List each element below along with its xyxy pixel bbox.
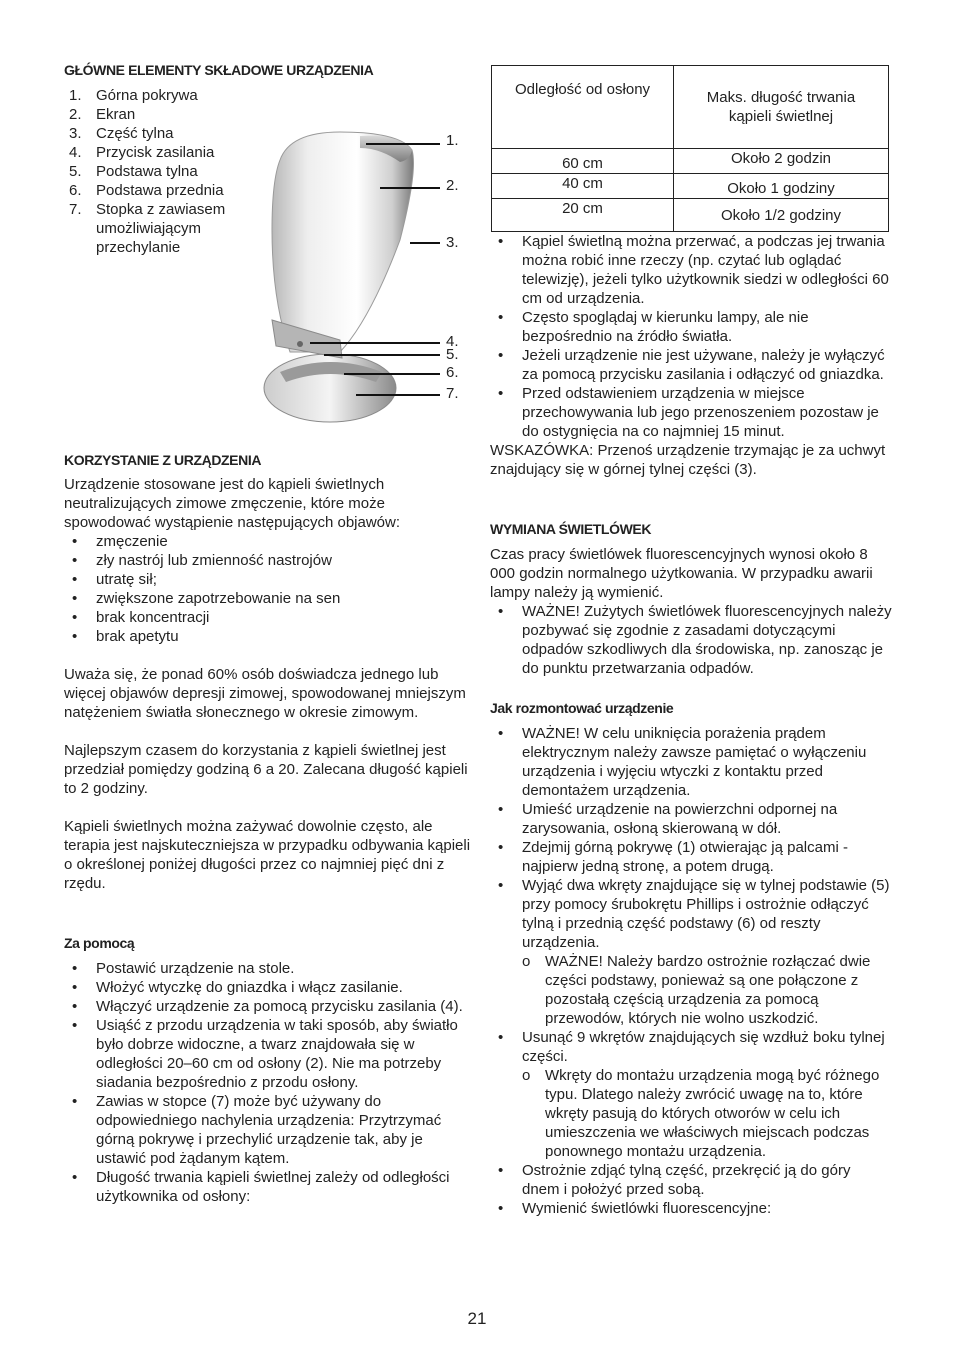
- note-item: • Kąpiel świetlną można przerwać, a podczas jej trwania można robić inne rzeczy (np. czytać lub oglądać telewizję), jeżeli tylko użytkownik siedzi w odległości 60 cm od urządzenia.: [490, 232, 892, 308]
- callout-7: 7.: [446, 385, 459, 402]
- parts-list-item: 5. Podstawa tylna: [69, 163, 198, 180]
- symptom-item: • utratę sił;: [64, 570, 474, 589]
- callout-1: 1.: [446, 132, 459, 149]
- parts-list-item: 2. Ekran: [69, 106, 136, 123]
- note-item: • Przed odstawieniem urządzenia w miejsce przechowywania lub jego przenoszeniem pozostaw je do ostygnięcia na co najmniej 15 minut.: [490, 384, 892, 441]
- disposal-notes-list: [490, 602, 892, 678]
- disassembly-step: • Usunąć 9 wkrętów znajdujących się wzdłuż boku tylnej części. o Wkręty do montażu urządzenia mogą być różnego typu. Dlatego należy zwrócić uwagę na to, które wkręty pasują do których otworów w celu ich umieszczenia we właściwych miejscach podczas ponownego montażu urządzenia.: [490, 1028, 892, 1161]
- frequency-paragraph: Kąpieli świetlnych można zażywać dowolnie często, ale terapia jest najskuteczniejsza w przypadku odbywania kąpieli o określonej poniżej długości przez co najmniej pięć dni z rzędu.: [64, 818, 471, 892]
- disassembly-step: • Umieść urządzenie na powierzchni odpornej na zarysowania, osłoną skierowaną w dół.: [490, 800, 892, 838]
- usage-step: • Postawić urządzenie na stole.: [64, 959, 474, 978]
- usage-steps-list: [64, 959, 474, 1206]
- table-cell: Około 2 godzin: [674, 149, 889, 174]
- note-item: • Jeżeli urządzenie nie jest używane, należy je wyłączyć za pomocą przycisku zasilania i odłączyć od gniazdka.: [490, 346, 892, 384]
- disassembly-step: • WAŻNE! W celu uniknięcia porażenia prądem elektrycznym należy zawsze pamiętać o wyłączeniu urządzenia i wyjęciu wtyczki z kontaktu przed demontażem urządzenia.: [490, 724, 892, 800]
- callout-3: 3.: [446, 234, 459, 251]
- table-header-distance: Odległość od osłony: [492, 66, 674, 149]
- statistics-paragraph: Uważa się, że ponad 60% osób doświadcza jednego lub więcej objawów depresji zimowej, spowodowanej mniejszym natężeniem światła słonecznego w okresie zimowym.: [64, 666, 466, 721]
- disassembly-steps-list: [490, 724, 892, 1218]
- table-header-duration: Maks. długość trwania kąpieli świetlnej: [674, 66, 889, 149]
- disassembly-step: • Wyjąć dwa wkręty znajdujące się w tylnej podstawie (5) przy pomocy śrubokrętu Phillips i ostrożnie odłączyć tylną i przednią część podstawy (6) od reszty urządzenia. o WAŻNE! Należy bardzo ostrożnie rozłączać dwie części podstawy, ponieważ są one połączone z pozostałą częścią urządzenia za pomocą przewodów, których nie wolno uszkodzić.: [490, 876, 892, 1028]
- table-cell: 60 cm: [492, 149, 674, 174]
- parts-list-item: 1. Górna pokrywa: [69, 87, 198, 104]
- table-header-row: [492, 66, 889, 149]
- callout-4: 4.: [446, 333, 459, 350]
- table-row: [492, 174, 889, 199]
- heading-usage: Za pomocą: [64, 935, 135, 951]
- disassembly-step: • Wymienić świetlówki fluorescencyjne:: [490, 1199, 892, 1218]
- sub-item: o Wkręty do montażu urządzenia mogą być różnego typu. Dlatego należy zwrócić uwagę na to, które wkręty pasują do których otworów w celu ich umieszczenia we właściwych miejscach podczas ponownego montażu urządzenia.: [522, 1066, 892, 1161]
- symptom-item: • zmęczenie: [64, 532, 474, 551]
- callout-6: 6.: [446, 364, 459, 381]
- callout-lines: [300, 130, 450, 410]
- parts-list-item: 4. Przycisk zasilania: [69, 144, 215, 161]
- sub-list: [490, 952, 892, 1028]
- symptom-item: • zwiększone zapotrzebowanie na sen: [64, 589, 474, 608]
- usage-step: • Zawias w stopce (7) może być używany do odpowiedniego nachylenia urządzenia: Przytrzymać górną pokrywę i przechylić urządzenie tak, aby je ustawić pod żądanym kątem.: [64, 1092, 474, 1168]
- parts-list-item: 7. Stopka z zawiasem umożliwiającym przechylanie: [69, 201, 226, 256]
- sub-item: o WAŻNE! Należy bardzo ostrożnie rozłączać dwie części podstawy, ponieważ są one połączone z pozostałą częścią urządzenia za pomocą przewodów, których nie wolno uszkodzić.: [522, 952, 892, 1028]
- usage-step: • Długość trwania kąpieli świetlnej zależy od odległości użytkownika od osłony:: [64, 1168, 474, 1206]
- disassembly-step: • Ostrożnie zdjąć tylną część, przekręcić ją do góry dnem i położyć przed sobą.: [490, 1161, 892, 1199]
- note-item: • WAŻNE! Zużytych świetlówek fluorescencyjnych należy pozbywać się zgodnie z zasadami dotyczącymi odpadów szkodliwych dla środowiska, np. zanosząc je do punktu przetwarzania odpadów.: [490, 602, 892, 678]
- best-time-paragraph: Najlepszym czasem do korzystania z kąpieli świetlnej jest przedział pomiędzy godziną 6 a 20. Zalecana długość kąpieli to 2 godziny.: [64, 742, 468, 797]
- duration-table: [491, 65, 889, 232]
- note-item: • Często spoglądaj w kierunku lampy, ale nie bezpośrednio na źródło światła.: [490, 308, 892, 346]
- callout-5: 5.: [446, 346, 459, 363]
- disassembly-step: • Zdejmij górną pokrywę (1) otwierając ją palcami - najpierw jedną stronę, a potem drugą.: [490, 838, 892, 876]
- usage-step: • Włożyć wtyczkę do gniazdka i włącz zasilanie.: [64, 978, 474, 997]
- table-cell: 20 cm: [492, 199, 674, 232]
- hint-paragraph: WSKAZÓWKA: Przenoś urządzenie trzymając je za uchwyt znajdujący się w górnej tylnej części (3).: [490, 442, 886, 478]
- table-row: [492, 199, 889, 232]
- heading-using-device: KORZYSTANIE Z URZĄDZENIA: [64, 452, 262, 468]
- page-number: 21: [467, 1309, 487, 1328]
- heading-lamp-replacement: WYMIANA ŚWIETLÓWEK: [490, 521, 652, 537]
- light-bath-notes-list: [490, 232, 892, 441]
- table-cell: Około 1/2 godziny: [674, 199, 889, 232]
- sub-list: [490, 1066, 892, 1161]
- table-cell: 40 cm: [492, 174, 674, 199]
- table-cell: Około 1 godziny: [674, 174, 889, 199]
- usage-step: • Włączyć urządzenie za pomocą przycisku zasilania (4).: [64, 997, 474, 1016]
- table-row: [492, 149, 889, 174]
- lamp-life-paragraph: Czas pracy świetlówek fluorescencyjnych wynosi około 8 000 godzin normalnego użytkowania. W przypadku awarii lampy należy ją wymienić.: [490, 546, 873, 601]
- callout-2: 2.: [446, 177, 459, 194]
- heading-main-parts: GŁÓWNE ELEMENTY SKŁADOWE URZĄDZENIA: [64, 62, 374, 78]
- parts-list-item: 3. Część tylna: [69, 125, 174, 142]
- symptom-item: • brak koncentracji: [64, 608, 474, 627]
- parts-list-item: 6. Podstawa przednia: [69, 182, 224, 199]
- symptoms-list: [64, 532, 474, 646]
- intro-paragraph: Urządzenie stosowane jest do kąpieli świetlnych neutralizujących zimowe zmęczenie, które może spowodować wystąpienie następujących objawów:: [64, 476, 401, 531]
- usage-step: • Usiąść z przodu urządzenia w taki sposób, aby światło było dobrze widoczne, a twarz znajdowała się w odległości 20–60 cm od osłony (2). Nie ma potrzeby siadania bezpośrednio z przodu osłony.: [64, 1016, 474, 1092]
- symptom-item: • brak apetytu: [64, 627, 474, 646]
- parts-list: [64, 86, 254, 257]
- heading-disassembly: Jak rozmontować urządzenie: [490, 700, 674, 716]
- symptom-item: • zły nastrój lub zmienność nastrojów: [64, 551, 474, 570]
